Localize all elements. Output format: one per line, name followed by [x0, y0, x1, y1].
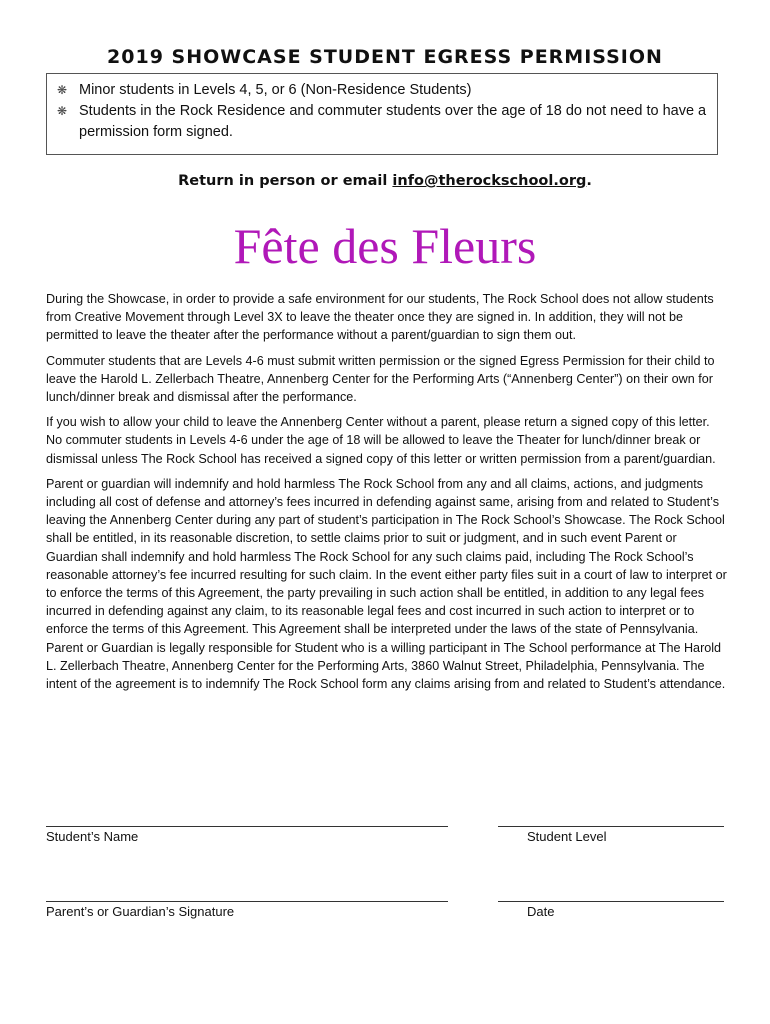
guardian-signature-line[interactable]	[46, 901, 448, 902]
list-item	[57, 101, 707, 143]
asterisk-bullet-icon: ❋	[57, 104, 68, 118]
requirements-list	[57, 80, 707, 143]
email-link[interactable]: info@therockschool.org	[392, 173, 587, 189]
date-line[interactable]	[498, 901, 724, 902]
event-title: Fête des Fleurs	[233, 218, 537, 274]
return-prefix: Return in person or email	[178, 173, 393, 189]
requirement-text: Minor students in Levels 4, 5, or 6 (Non-Residence Students)	[79, 82, 472, 98]
asterisk-bullet-icon: ❋	[57, 83, 68, 97]
form-title: 2019 SHOWCASE STUDENT EGRESS PERMISSION	[107, 46, 663, 68]
student-name-line[interactable]	[46, 826, 448, 827]
student-name-label: Student’s Name	[46, 829, 139, 844]
requirements-box	[46, 73, 718, 155]
return-instructions	[0, 173, 770, 189]
policy-paragraph: During the Showcase, in order to provide a safe environment for our students, The Rock School does not allow students from Creative Movement through Level 3X to leave the theater once they are signed in. In addition, they will not be permitted to leave the theater after the performance without a parent/guardian to sign them out.	[46, 292, 714, 343]
policy-paragraph: If you wish to allow your child to leave the Annenberg Center without a parent, please return a signed copy of this letter. No commuter students in Levels 4-6 under the age of 18 will be allowed to leave the Theater for lunch/dinner break or dismissal unless The Rock School has received a signed copy of this letter or written permission from a parent/guardian.	[46, 415, 716, 466]
policy-body	[46, 290, 728, 700]
policy-paragraph: Parent or guardian will indemnify and hold harmless The Rock School from any and all claims, actions, and judgments including all cost of defense and attorney’s fees incurred in defending against same, arising from and related to Student’s leaving the Annenberg Center during any part of student’s participation in The Rock School’s Showcase. The Rock School shall be entitled, in its reasonable discretion, to settle claims prior to suit or judgment, and in such event Parent or Guardian shall indemnify and hold harmless The Rock School for any such claims paid, including The Rock School’s reasonable attorney’s fee incurred resulting for such claim. In the event either party files suit in a court of law to interpret or to enforce the terms of this Agreement, the party prevailing in such action shall be entitled, in addition to any legal fees incurred in defending against any claim, to its reasonable legal fees and cost incurred in such action to interpret or to enforce the terms of this Agreement. This Agreement shall be interpreted under the laws of the state of Pennsylvania. Parent or Guardian is legally responsible for Student who is a willing participant in The School performance at The Harold L. Zellerbach Theatre, Annenberg Center for the Performing Arts, 3860 Walnut Street, Philadelphia, Pennsylvania. The intent of the agreement is to indemnify The Rock School form any claims arising from and related to Student’s attendance.	[46, 476, 727, 692]
student-level-line[interactable]	[498, 826, 724, 827]
requirement-text: Students in the Rock Residence and commuter students over the age of 18 do not need to have a permission form signed.	[79, 103, 707, 140]
date-label: Date	[527, 904, 555, 919]
guardian-signature-label: Parent’s or Guardian’s Signature	[46, 904, 235, 919]
return-suffix: .	[586, 173, 592, 189]
policy-paragraph: Commuter students that are Levels 4-6 must submit written permission or the signed Egress Permission for their child to leave the Harold L. Zellerbach Theatre, Annenberg Center for the Performing Arts (“Annenberg Center”) on their own for lunch/dinner break and dismissal after the performance.	[46, 353, 715, 405]
student-level-label: Student Level	[527, 829, 607, 844]
list-item	[57, 80, 707, 101]
